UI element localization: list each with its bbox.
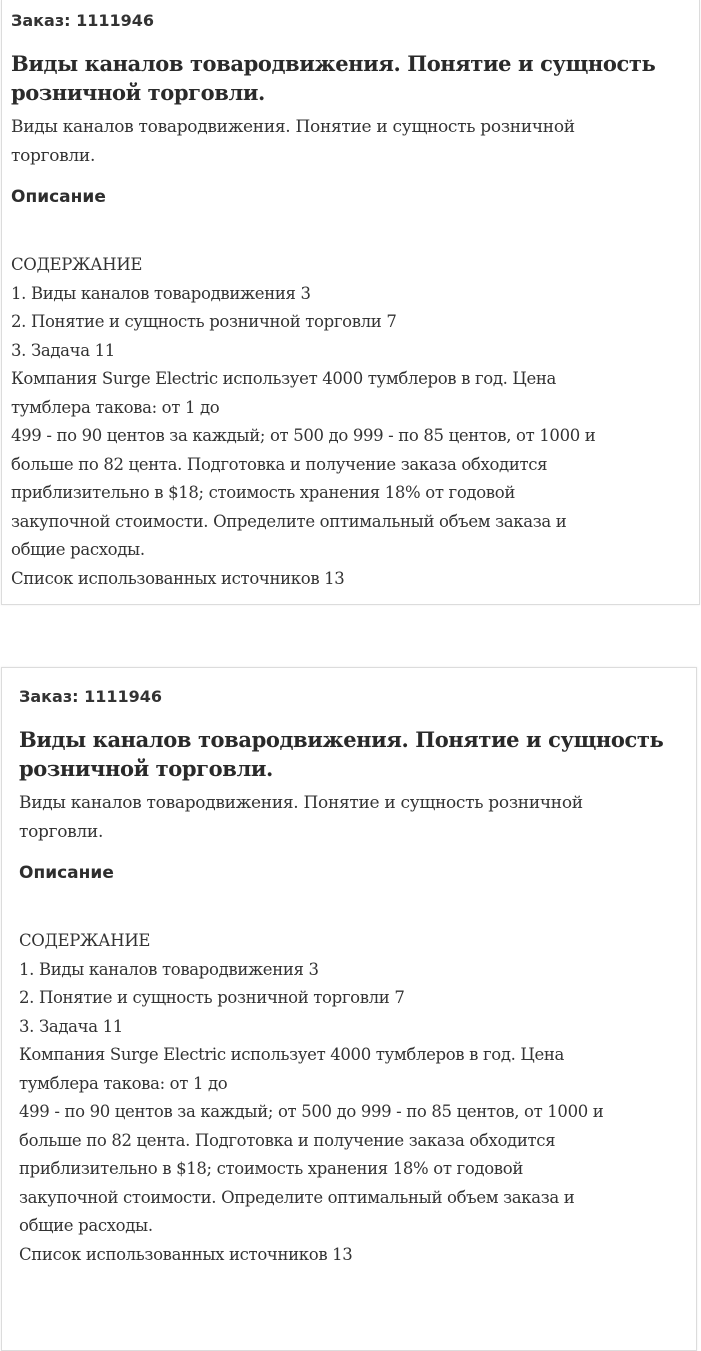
title-line: розничной торговли.: [11, 80, 265, 105]
subtitle-line: торговли.: [11, 146, 96, 166]
title-line: Виды каналов товародвижения. Понятие и сущность: [11, 51, 656, 76]
contents-item: 3. Задача 11: [19, 1016, 123, 1036]
task-text-line: Компания Surge Electric использует 4000 тумблеров в год. Цена: [19, 1045, 565, 1064]
subtitle-line: Виды каналов товародвижения. Понятие и сущность розничной: [11, 117, 575, 137]
subtitle-line: торговли.: [19, 822, 104, 842]
subtitle: [19, 789, 688, 847]
contents-heading: СОДЕРЖАНИЕ: [11, 255, 143, 274]
task-text-line: больше по 82 цента. Подготовка и получение заказа обходится: [19, 1130, 556, 1150]
task-text-line: 499 - по 90 центов за каждый; от 500 до 999 - по 85 центов, от 1000 и: [11, 426, 596, 445]
contents-item: 1. Виды каналов товародвижения 3: [11, 283, 311, 303]
task-text-line: приблизительно в $18; стоимость хранения 18% от годовой: [11, 483, 515, 502]
order-card-top: [1, 0, 700, 605]
description-heading: Описание: [19, 863, 114, 883]
order-card-bottom: [1, 667, 697, 1351]
order-number: Заказ: 1111946: [11, 11, 155, 30]
contents-heading: СОДЕРЖАНИЕ: [19, 931, 151, 950]
task-text-line: закупочной стоимости. Определите оптимальный объем заказа и: [19, 1187, 575, 1207]
task-text-line: 499 - по 90 центов за каждый; от 500 до 999 - по 85 центов, от 1000 и: [19, 1102, 604, 1121]
order-number: Заказ: 1111946: [19, 687, 163, 706]
subtitle-line: Виды каналов товародвижения. Понятие и сущность розничной: [19, 793, 583, 813]
contents-item: Список использованных источников 13: [11, 568, 345, 588]
task-text-line: тумблера такова: от 1 до: [11, 397, 220, 417]
task-text-line: больше по 82 цента. Подготовка и получение заказа обходится: [11, 454, 548, 474]
contents-item: 2. Понятие и сущность розничной торговли 7: [11, 312, 397, 331]
task-text-line: тумблера такова: от 1 до: [19, 1073, 228, 1093]
page-title: [11, 49, 691, 107]
task-text-line: общие расходы.: [11, 540, 145, 559]
task-text-line: Компания Surge Electric использует 4000 тумблеров в год. Цена: [11, 369, 557, 388]
title-line: розничной торговли.: [19, 756, 273, 781]
contents-item: 3. Задача 11: [11, 340, 115, 360]
description-heading: Описание: [11, 187, 106, 207]
subtitle: [11, 113, 691, 171]
task-text-line: приблизительно в $18; стоимость хранения 18% от годовой: [19, 1159, 523, 1178]
description-body: [19, 927, 688, 1269]
task-text-line: общие расходы.: [19, 1216, 153, 1235]
title-line: Виды каналов товародвижения. Понятие и сущность: [19, 727, 664, 752]
contents-item: 2. Понятие и сущность розничной торговли 7: [19, 988, 405, 1007]
contents-item: Список использованных источников 13: [19, 1244, 353, 1264]
task-text-line: закупочной стоимости. Определите оптимальный объем заказа и: [11, 511, 567, 531]
page-title: [19, 725, 688, 783]
contents-item: 1. Виды каналов товародвижения 3: [19, 959, 319, 979]
description-body: [11, 251, 691, 593]
